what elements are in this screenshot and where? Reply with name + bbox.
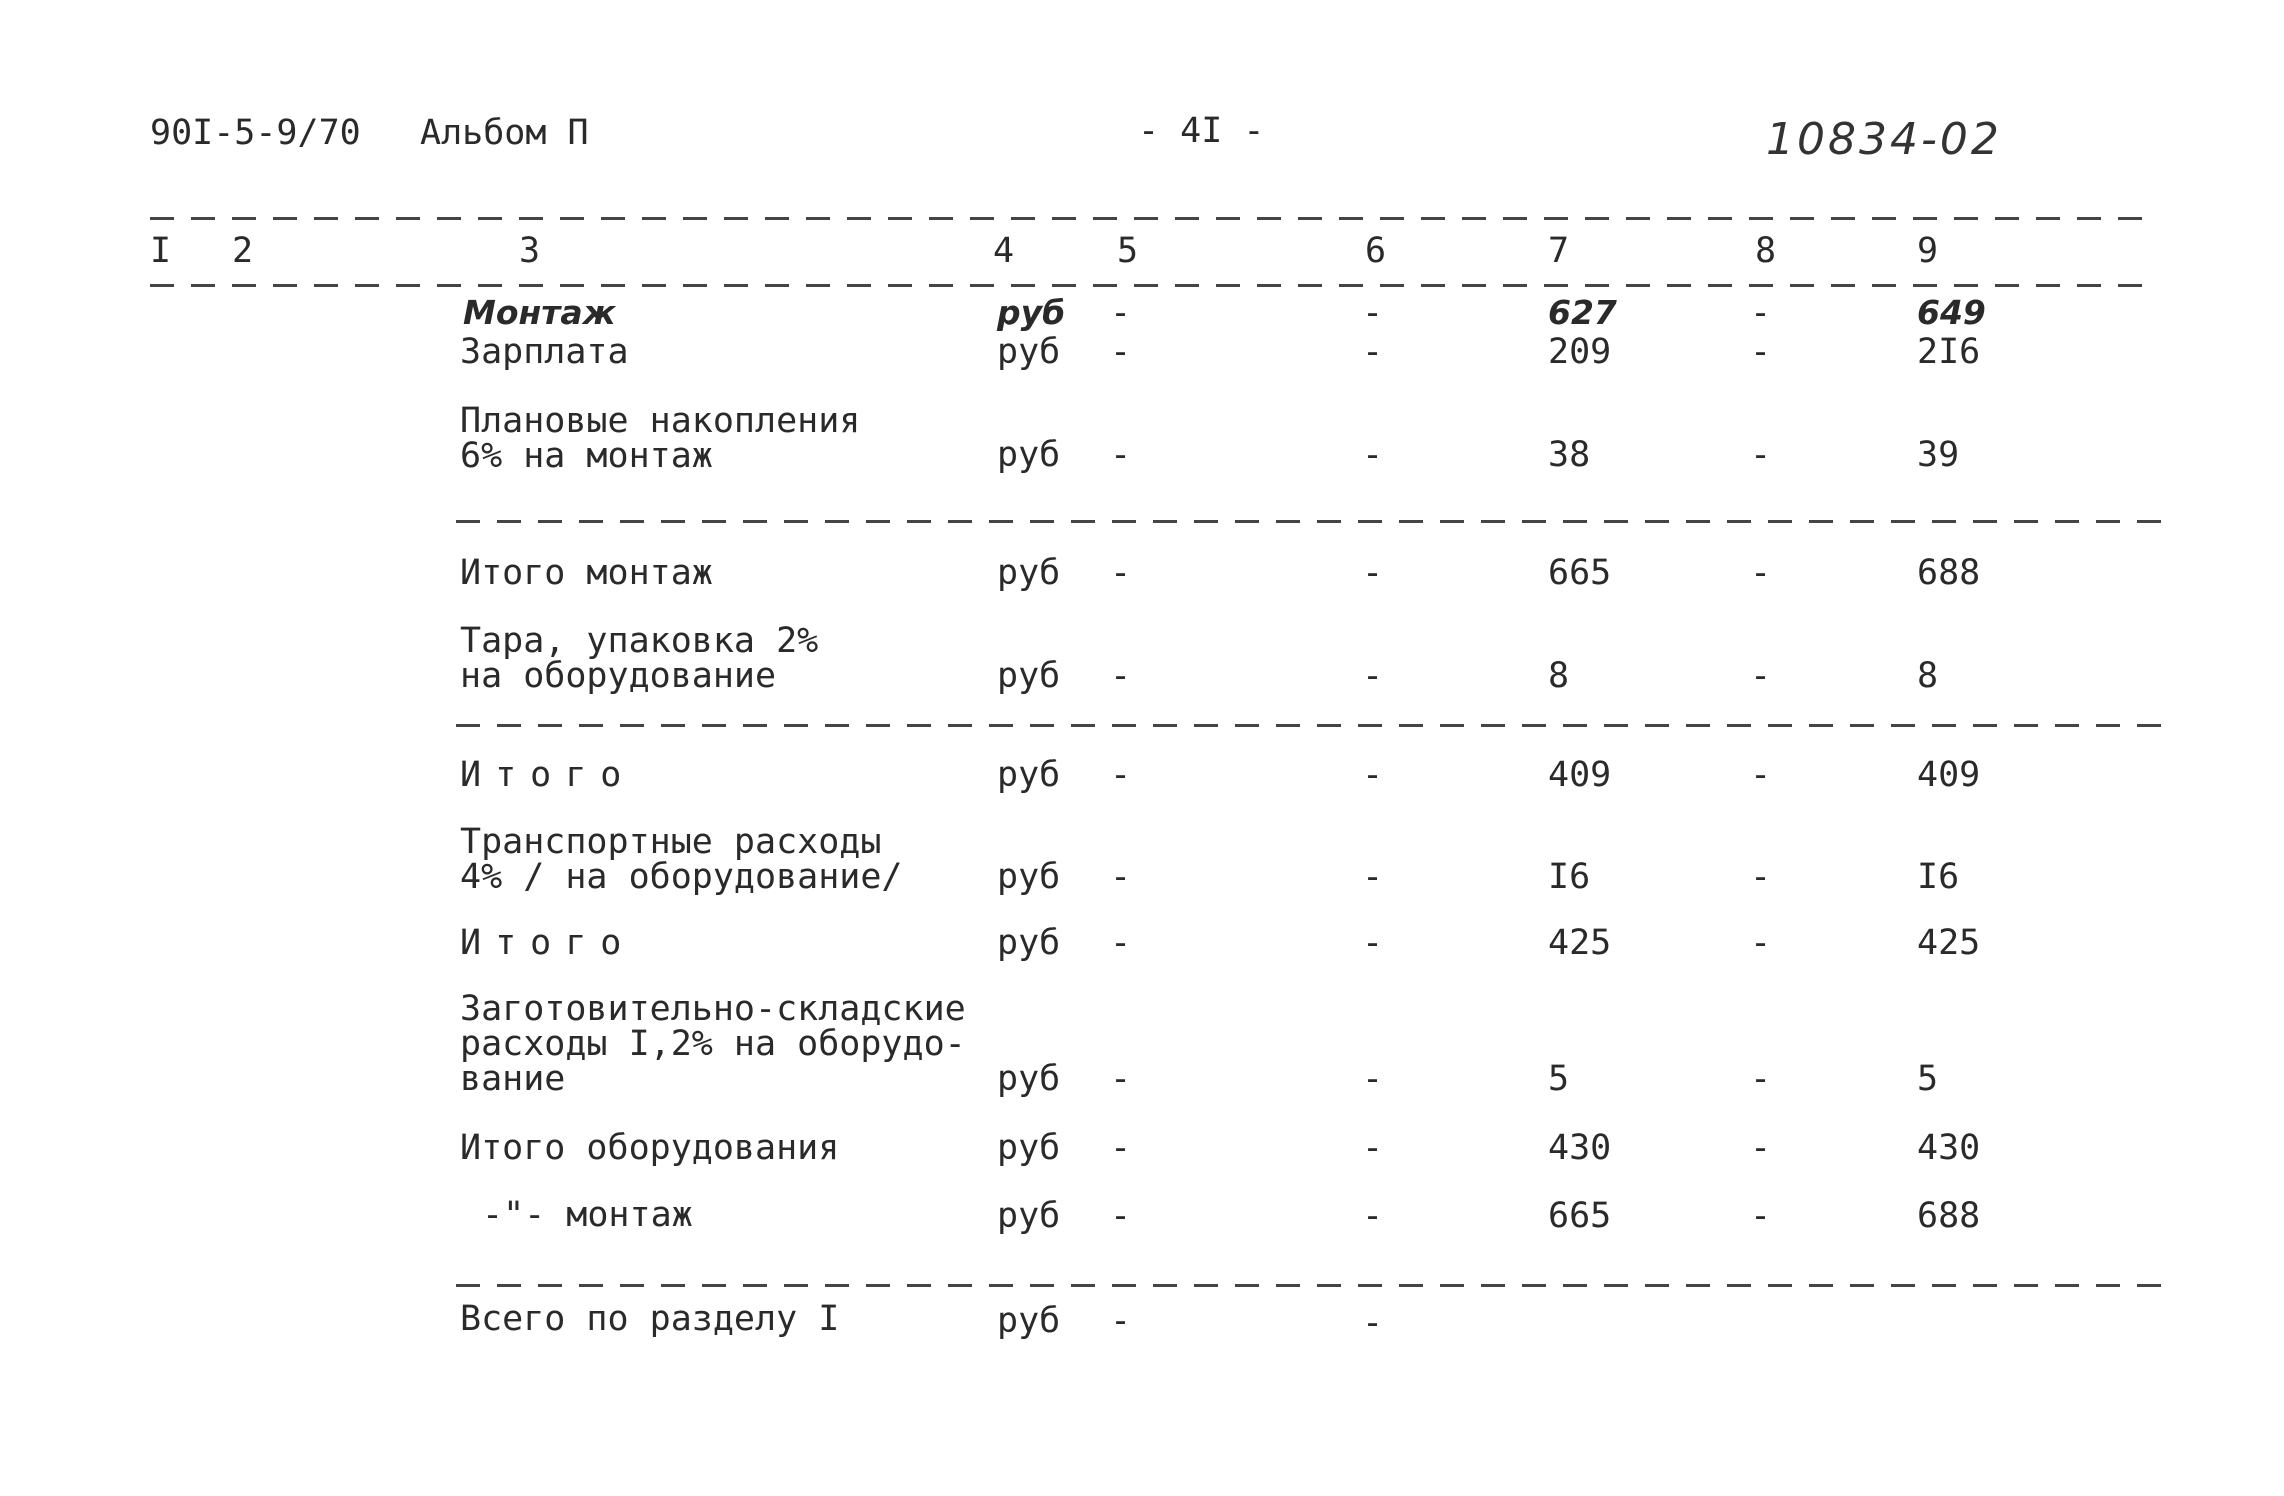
row-description: Итого [460,923,636,963]
row-unit: руб [997,923,1061,963]
section-divider [456,724,2168,727]
cell-col9: 39 [1917,435,1960,475]
cell-col9: 5 [1917,1059,1939,1099]
page-number: - 4I - [1138,111,1265,151]
row-unit: руб [997,435,1061,475]
cell-col5: - [1110,1059,1132,1099]
cell-col8: - [1750,923,1772,963]
cell-col8: - [1750,293,1772,333]
cell-col9: I6 [1917,857,1960,897]
column-number: 7 [1548,231,1570,271]
column-number: 8 [1755,231,1777,271]
cell-col8: - [1750,656,1772,696]
cell-col6: - [1362,857,1384,897]
row-description: Итого монтаж [460,553,713,593]
column-number: 3 [519,231,541,271]
column-number: 4 [993,231,1015,271]
row-description: Транспортные расходы 4% / на оборудование/ [460,822,903,897]
cell-col9: 425 [1917,923,1981,963]
row-description: -"- монтаж [482,1195,693,1235]
column-number: I [150,231,172,271]
cell-col7: 409 [1548,755,1612,795]
cell-col9: 430 [1917,1128,1981,1168]
cell-col8: - [1750,332,1772,372]
cell-col7: 627 [1548,293,1617,332]
row-unit: руб [997,553,1061,593]
row-description: Монтаж [463,293,616,332]
column-number: 9 [1917,231,1939,271]
row-description: Плановые накопления 6% на монтаж [460,401,861,476]
header-top-rule [150,217,2145,220]
cell-col6: - [1362,1059,1384,1099]
section-divider [456,520,2168,523]
cell-col8: - [1750,1128,1772,1168]
cell-col6: - [1362,435,1384,475]
cell-col5: - [1110,1196,1132,1236]
cell-col8: - [1750,755,1772,795]
cell-col7: 8 [1548,656,1570,696]
cell-col5: - [1110,857,1132,897]
handwritten-stamp: 10834-02 [1766,114,2002,165]
cell-col5: - [1110,923,1132,963]
cell-col5: - [1110,435,1132,475]
cell-col5: - [1110,553,1132,593]
row-unit: руб [997,656,1061,696]
cell-col6: - [1362,332,1384,372]
cell-col8: - [1750,1196,1772,1236]
column-number: 6 [1365,231,1387,271]
row-unit: руб [997,1196,1061,1236]
cell-col7: 665 [1548,553,1612,593]
document-code: 90I-5-9/70 [150,113,361,153]
cell-col9: 2I6 [1917,332,1981,372]
cell-col6: - [1362,1196,1384,1236]
cell-col5: - [1110,332,1132,372]
cell-col8: - [1750,857,1772,897]
cell-col6: - [1362,1303,1384,1343]
row-description: Тара, упаковка 2% на оборудование [460,621,819,696]
cell-col5: - [1110,656,1132,696]
row-unit: руб [997,755,1061,795]
column-number: 5 [1117,231,1139,271]
row-unit: руб [997,332,1061,372]
row-description: Зарплата [460,332,629,372]
row-unit: руб [997,1301,1061,1341]
cell-col6: - [1362,293,1384,333]
row-description: Заготовительно-складские расходы I,2% на оборудо- вание [460,989,966,1099]
cell-col7: 665 [1548,1196,1612,1236]
cell-col8: - [1750,1059,1772,1099]
cell-col8: - [1750,435,1772,475]
cell-col9: 409 [1917,755,1981,795]
row-unit: руб [997,1059,1061,1099]
cell-col7: 425 [1548,923,1612,963]
cell-col7: 38 [1548,435,1591,475]
cell-col6: - [1362,755,1384,795]
cell-col5: - [1110,1128,1132,1168]
cell-col9: 688 [1917,1196,1981,1236]
cell-col9: 649 [1917,293,1986,332]
cell-col6: - [1362,553,1384,593]
row-description: Итого [460,755,636,795]
cell-col9: 688 [1917,553,1981,593]
cell-col7: 209 [1548,332,1612,372]
cell-col7: I6 [1548,857,1591,897]
header-bottom-rule [150,284,2145,287]
row-description: Всего по разделу I [460,1299,840,1339]
section-divider [456,1284,2168,1287]
cell-col5: - [1110,755,1132,795]
row-unit: руб [997,293,1066,332]
cell-col6: - [1362,656,1384,696]
cell-col5: - [1110,1301,1132,1341]
cell-col6: - [1362,923,1384,963]
cell-col8: - [1750,553,1772,593]
row-unit: руб [997,857,1061,897]
album-label: Альбом П [420,113,589,153]
column-number: 2 [232,231,254,271]
cell-col7: 5 [1548,1059,1570,1099]
cell-col9: 8 [1917,656,1939,696]
cell-col5: - [1110,293,1132,333]
row-unit: руб [997,1128,1061,1168]
cell-col7: 430 [1548,1128,1612,1168]
cell-col6: - [1362,1128,1384,1168]
row-description: Итого оборудования [460,1128,840,1168]
